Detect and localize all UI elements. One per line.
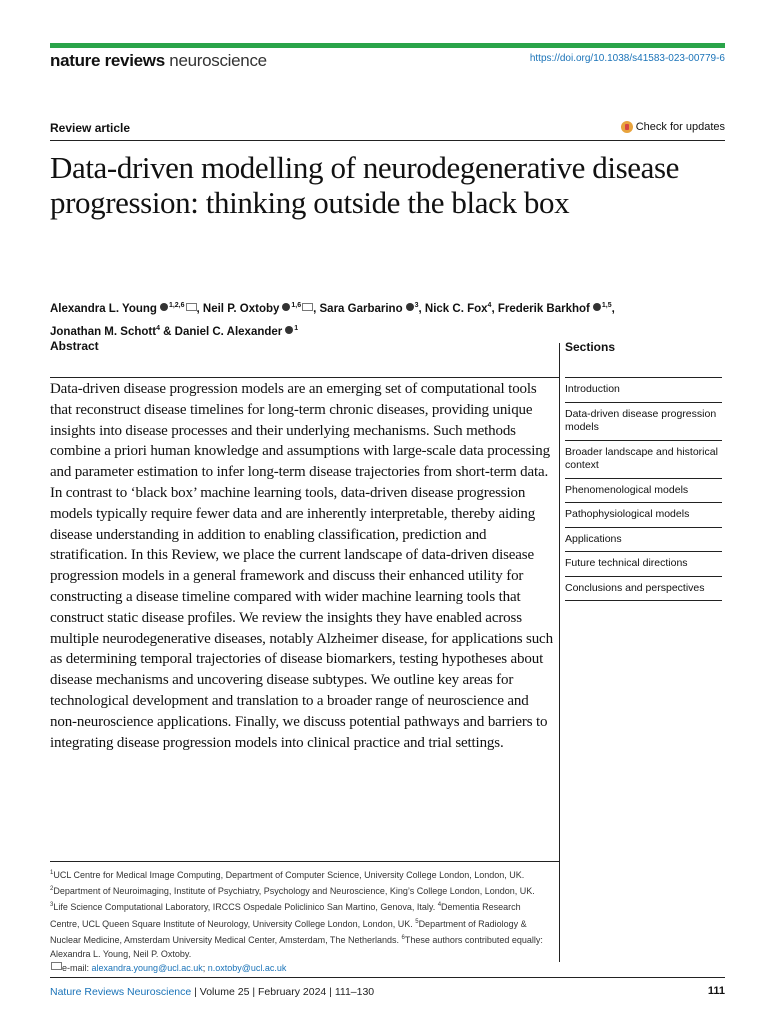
author-affiliation-number: 1,2,6 bbox=[168, 302, 185, 309]
mail-icon[interactable] bbox=[186, 303, 197, 311]
author-separator: , bbox=[313, 302, 320, 315]
correspondence bbox=[50, 961, 550, 975]
mail-icon bbox=[51, 962, 62, 970]
journal-accent-bar bbox=[50, 43, 725, 48]
section-link[interactable]: Pathophysiological models bbox=[565, 503, 722, 528]
mail-icon[interactable] bbox=[302, 303, 313, 311]
article-type: Review article bbox=[50, 121, 131, 135]
author-name[interactable]: Sara Garbarino bbox=[319, 302, 403, 315]
author-name[interactable]: Nick C. Fox bbox=[424, 302, 488, 315]
author-affiliation-number: 1 bbox=[294, 324, 299, 332]
page-number: 111 bbox=[707, 985, 725, 997]
journal-logo[interactable] bbox=[50, 51, 267, 71]
affiliation-number: 6 bbox=[401, 934, 405, 941]
check-updates-button[interactable] bbox=[621, 121, 725, 133]
affiliation-text: Dementia Research Centre, UCL Queen Square Institute of Neurology, University College London, London, UK. bbox=[50, 902, 521, 929]
journal-name-bold: nature reviews bbox=[50, 51, 165, 70]
email-link-young[interactable]: alexandra.young@ucl.ac.uk bbox=[91, 963, 203, 974]
author-affiliation-number: 4 bbox=[487, 302, 492, 309]
orcid-icon[interactable] bbox=[593, 303, 601, 311]
email-label: e-mail: bbox=[62, 963, 92, 974]
affiliation-number: 4 bbox=[437, 902, 442, 909]
article-title: Data-driven modelling of neurodegenerative disease progression: thinking outside the black box bbox=[50, 150, 680, 220]
email-separator: ; bbox=[202, 963, 208, 974]
affiliations bbox=[50, 866, 550, 975]
orcid-icon[interactable] bbox=[285, 326, 293, 334]
doi-link[interactable]: https://doi.org/10.1038/s41583-023-00779-6 bbox=[529, 53, 725, 64]
section-link[interactable]: Conclusions and perspectives bbox=[565, 577, 722, 602]
footer-citation bbox=[50, 986, 374, 998]
abstract-divider bbox=[50, 377, 559, 378]
affiliation-text: UCL Centre for Medical Image Computing, Department of Computer Science, University College London, London, UK. bbox=[53, 870, 525, 880]
abstract-heading: Abstract bbox=[50, 339, 99, 353]
header-divider bbox=[50, 140, 725, 141]
footer-divider bbox=[50, 977, 725, 978]
footer-journal[interactable]: Nature Reviews Neuroscience bbox=[50, 986, 192, 998]
journal-name-light: neuroscience bbox=[169, 51, 267, 70]
author-name[interactable]: Jonathan M. Schott bbox=[50, 325, 157, 338]
author-separator: , bbox=[611, 302, 615, 315]
affiliation-text: These authors contributed equally: Alexandra L. Young, Neil P. Oxtoby. bbox=[50, 934, 543, 960]
affiliation-list bbox=[50, 870, 543, 959]
section-link[interactable]: Phenomenological models bbox=[565, 479, 722, 504]
author-name[interactable]: Neil P. Oxtoby bbox=[202, 302, 280, 315]
author-name[interactable]: Alexandra L. Young bbox=[50, 302, 157, 315]
sections-nav bbox=[565, 377, 722, 601]
section-link[interactable]: Future technical directions bbox=[565, 552, 722, 577]
sections-heading: Sections bbox=[565, 340, 616, 354]
affiliation-text: Life Science Computational Laboratory, IRCCS Ospedale Policlinico San Martino, Genova, Italy. bbox=[53, 902, 438, 913]
affiliation-number: 5 bbox=[415, 918, 419, 925]
check-updates-icon bbox=[621, 121, 633, 133]
affiliation-number: 3 bbox=[50, 902, 54, 909]
affiliation-text: Department of Neuroimaging, Institute of Psychiatry, Psychology and Neuroscience, King’s College London, London, UK. bbox=[53, 886, 535, 897]
affiliation-number: 1 bbox=[50, 870, 54, 876]
affiliations-divider bbox=[50, 861, 559, 862]
author-affiliation-number: 1,6 bbox=[291, 302, 302, 309]
section-link[interactable]: Applications bbox=[565, 528, 722, 553]
author-separator: & bbox=[159, 325, 175, 338]
orcid-icon[interactable] bbox=[406, 303, 414, 311]
author-affiliation-number: 3 bbox=[414, 302, 419, 309]
author-name[interactable]: Frederik Barkhof bbox=[497, 302, 590, 315]
author-affiliation-number: 1,5 bbox=[601, 302, 612, 309]
abstract-text: Data-driven disease progression models are an emerging set of computational tools that reconstruct disease timelines for long-term chronic diseases, providing unique insights into disease processes and their underlying mechanisms. Such methods combine a priori human knowledge and assumptions with large-scale data processing and parameter estimation to infer long-term disease trajectories from short-term data. In contrast to ‘black box’ machine learning tools, data-driven disease progression models typically require fewer data and are inherently interpretable, thereby aiding disease understanding in addition to enabling classification, prediction and stratification. In this Review, we place the current landscape of data-driven disease progression models in a general framework and discuss their enhanced utility for constructing a disease timeline compared with wider machine learning tools that construct static disease profiles. We review the insights they have enabled across multiple neurodegenerative diseases, notably Alzheimer disease, for applications such as determining temporal trajectories of disease biomarkers, testing hypotheses about disease mechanisms and uncovering disease subtypes. We outline key areas for technological development and translation to a broader range of neuroscience and non-neuroscience applications. Finally, we discuss potential pathways and barriers to integrating disease progression models into clinical practice and trial settings. bbox=[50, 381, 553, 751]
footer-volume: | Volume 25 | February 2024 | 111–130 bbox=[191, 986, 375, 998]
affiliation-number: 2 bbox=[50, 886, 54, 893]
author-affiliation-number: 4 bbox=[156, 324, 160, 332]
email-link-oxtoby[interactable]: n.oxtoby@ucl.ac.uk bbox=[207, 963, 287, 974]
section-link[interactable]: Broader landscape and historical context bbox=[565, 441, 722, 479]
section-link[interactable]: Introduction bbox=[565, 378, 722, 403]
author-separator: , bbox=[196, 302, 203, 315]
author-separator: , bbox=[418, 302, 425, 315]
orcid-icon[interactable] bbox=[160, 303, 168, 311]
section-link[interactable]: Data-driven disease progression models bbox=[565, 403, 722, 441]
author-name[interactable]: Daniel C. Alexander bbox=[174, 325, 283, 338]
author-separator: , bbox=[491, 302, 498, 315]
column-divider bbox=[559, 343, 560, 962]
author-list bbox=[50, 296, 710, 342]
check-updates-label: Check for updates bbox=[635, 121, 725, 133]
orcid-icon[interactable] bbox=[282, 303, 290, 311]
affiliation-text: Department of Radiology & Nuclear Medicine, Amsterdam University Medical Center, Amsterdam, The Netherlands. bbox=[50, 918, 527, 945]
